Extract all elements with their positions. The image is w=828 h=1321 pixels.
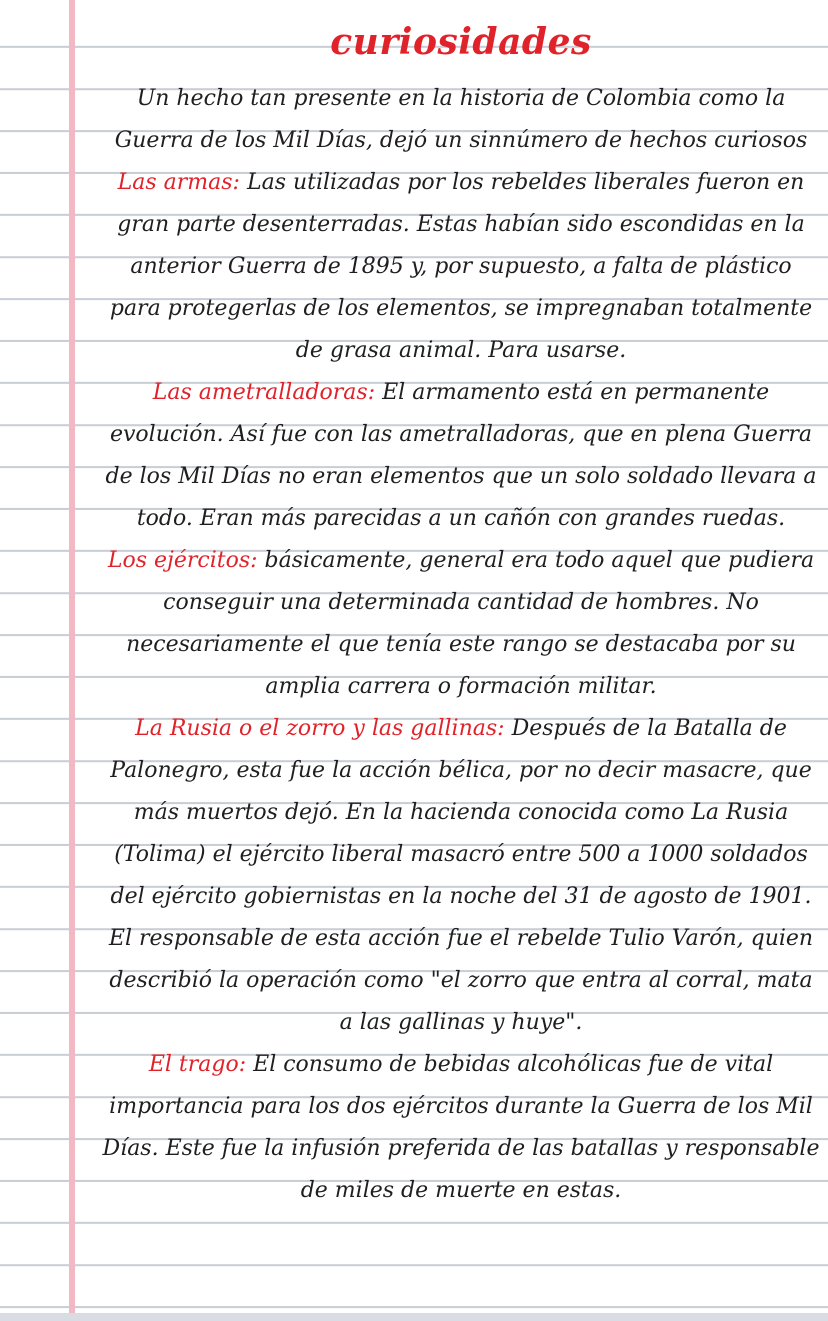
section-text: El consumo de bebidas alcohólicas fue de vital importancia para los dos ejércitos durante la Guerra de los Mil Días. Este fue la infusión preferida de las batallas y responsable de miles de muerte en estas. (102, 1052, 820, 1203)
section-label: Las armas: (117, 170, 240, 195)
section-ejercitos (102, 540, 820, 708)
section-text: Después de la Batalla de Palonegro, esta fue la acción bélica, por no decir masacre, que más muertos dejó. En la hacienda conocida como La Rusia (Tolima) el ejército liberal masacró entre 500 a 1000 soldados del ejército gobiernistas en la noche del 31 de agosto de 1901. El responsable de esta acción fue el rebelde Tulio Varón, quien describió la operación como "el zorro que entra al corral, mata a las gallinas y huye". (108, 716, 814, 1035)
section-text: El armamento está en permanente evolución. Así fue con las ametralladoras, que en plena Guerra de los Mil Días no eran elementos que un solo soldado llevara a todo. Eran más parecidas a un cañón con grandes ruedas. (105, 380, 817, 531)
notebook-page (102, 14, 820, 1212)
page-title: curiosidades (330, 21, 592, 63)
section-ametralladoras (102, 372, 820, 540)
notebook-margin-line (69, 0, 75, 1321)
section-text: básicamente, general era todo aquel que pudiera conseguir una determinada cantidad de hombres. No necesariamente el que tenía este rango se destacaba por su amplia carrera o formación militar. (126, 548, 815, 699)
section-text: Las utilizadas por los rebeldes liberales fueron en gran parte desenterradas. Estas habían sido escondidas en la anterior Guerra de 1895 y, por supuesto, a falta de plástico para protegerlas de los elementos, se impregnaban totalmente de grasa animal. Para usarse. (109, 170, 813, 363)
section-label: El trago: (148, 1052, 247, 1077)
section-label: La Rusia o el zorro y las gallinas: (135, 716, 505, 741)
section-label: Las ametralladoras: (152, 380, 376, 405)
intro-paragraph: Un hecho tan presente en la historia de Colombia como la Guerra de los Mil Días, dejó un sinnúmero de hechos curiosos (114, 86, 808, 153)
section-rusia (102, 708, 820, 1044)
section-trago (102, 1044, 820, 1212)
section-armas (102, 162, 820, 372)
section-label: Los ejércitos: (107, 548, 258, 573)
page-bottom-edge (0, 1313, 828, 1321)
